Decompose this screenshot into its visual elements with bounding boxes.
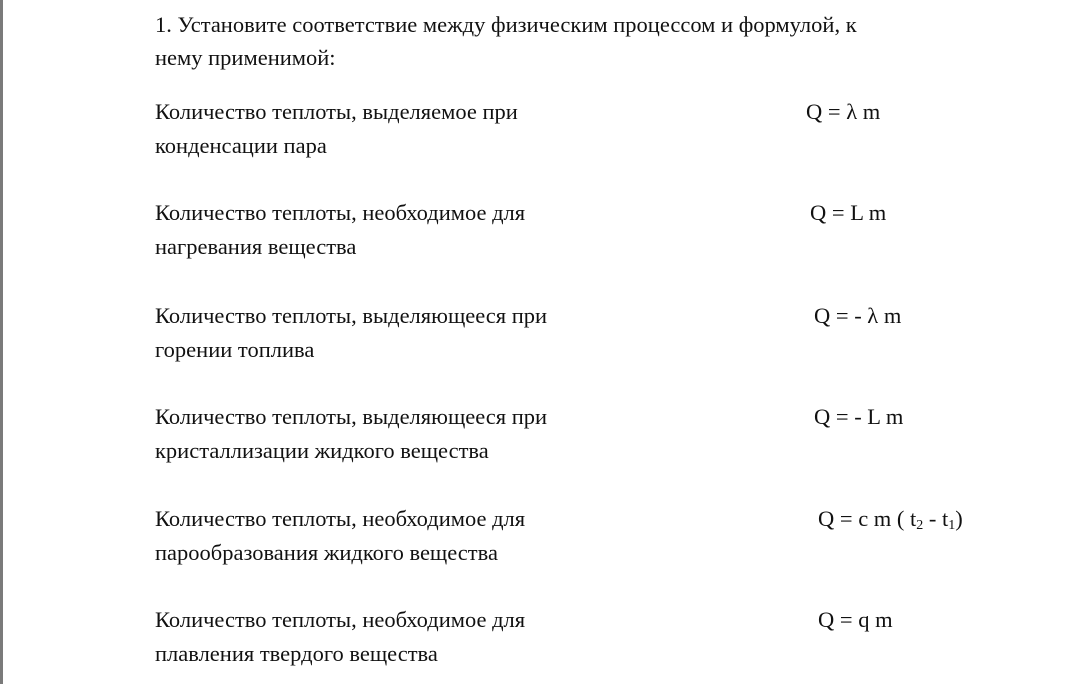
process-line-2: кристаллизации жидкого вещества <box>155 438 489 463</box>
process-line-1: Количество теплоты, выделяемое при <box>155 99 518 124</box>
process-line-1: Количество теплоты, выделяющееся при <box>155 404 548 429</box>
process-description <box>155 196 715 264</box>
process-description <box>155 502 715 570</box>
question-line-2: нему применимой: <box>155 45 336 70</box>
question-text <box>155 8 1015 74</box>
question-line-1: 1. Установите соответствие между физическим процессом и формулой, к <box>155 12 857 37</box>
match-row-4 <box>0 400 1080 480</box>
process-line-2: нагревания вещества <box>155 234 357 259</box>
match-row-3 <box>0 299 1080 379</box>
process-line-1: Количество теплоты, необходимое для <box>155 506 526 531</box>
formula-end: ) <box>955 506 963 531</box>
process-description <box>155 299 715 367</box>
formula <box>818 502 963 536</box>
process-line-2: парообразования жидкого вещества <box>155 540 498 565</box>
match-row-1 <box>0 95 1080 175</box>
process-line-2: плавления твердого вещества <box>155 641 438 666</box>
process-line-1: Количество теплоты, выделяющееся при <box>155 303 548 328</box>
match-row-2 <box>0 196 1080 276</box>
match-row-5 <box>0 502 1080 582</box>
process-line-2: горении топлива <box>155 337 315 362</box>
match-row-6 <box>0 603 1080 683</box>
formula-mid: - t <box>923 506 949 531</box>
formula: Q = λ m <box>806 99 881 124</box>
process-line-1: Количество теплоты, необходимое для <box>155 200 526 225</box>
process-description <box>155 603 715 671</box>
formula: Q = L m <box>810 200 887 225</box>
formula-main: Q = c m ( t <box>818 506 917 531</box>
formula: Q = - λ m <box>814 303 902 328</box>
process-description <box>155 95 715 163</box>
process-description <box>155 400 715 468</box>
formula-subscript-2: 2 <box>916 518 924 533</box>
formula: Q = q m <box>818 607 893 632</box>
formula-subscript-1: 1 <box>948 518 956 533</box>
process-line-2: конденсации пара <box>155 133 327 158</box>
process-line-1: Количество теплоты, необходимое для <box>155 607 526 632</box>
formula: Q = - L m <box>814 404 904 429</box>
